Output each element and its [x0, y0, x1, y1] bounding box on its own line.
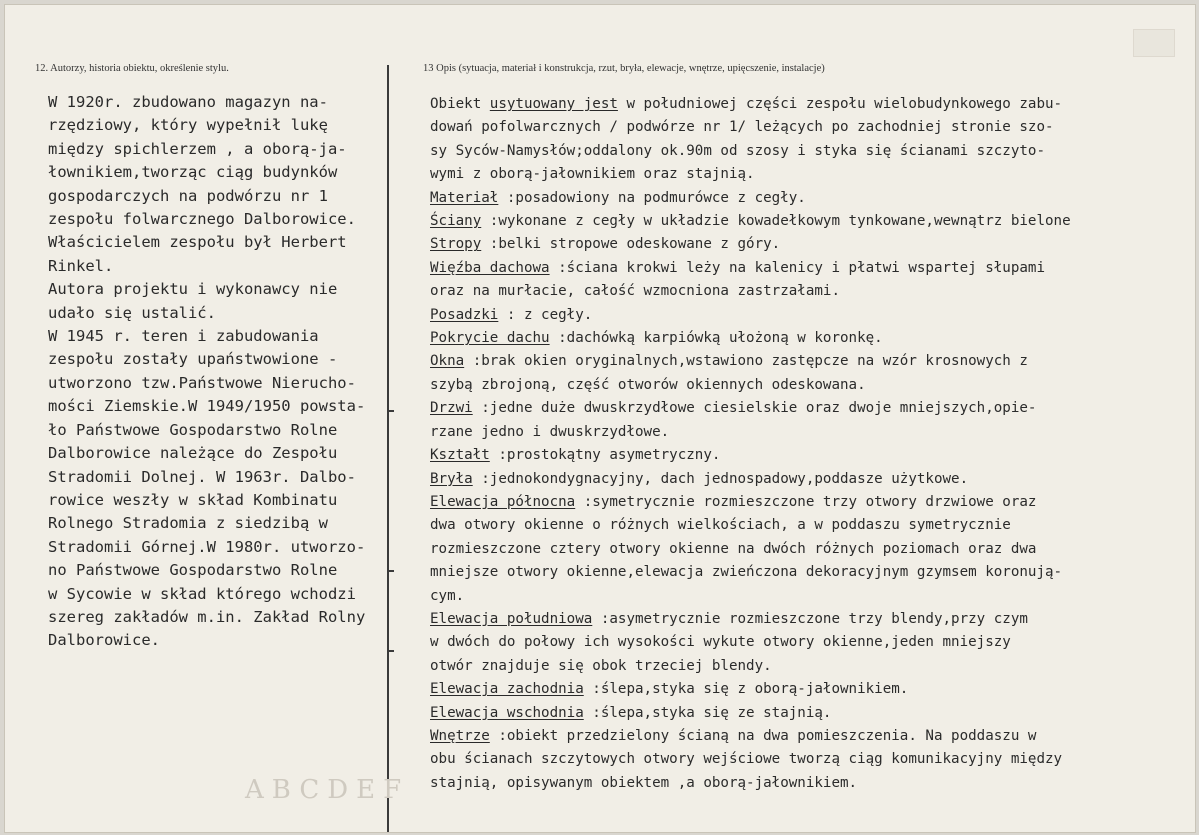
- description-entry: [430, 725, 1196, 795]
- entry-line: [430, 444, 1196, 467]
- entry-line: [430, 93, 1196, 116]
- entry-text: : z cegły.: [498, 306, 593, 323]
- entry-line: cym.: [430, 587, 465, 604]
- entry-label: Okna: [430, 353, 465, 370]
- history-line: ło Państwowe Gospodarstwo Rolne: [48, 420, 338, 439]
- description-entry: [430, 444, 1196, 467]
- section-12-header: 12. Autorzy, historia obiektu, określenie stylu.: [35, 63, 229, 74]
- entry-text: :brak okien oryginalnych,wstawiono zastępcze na wzór krosnowych z: [464, 353, 1028, 370]
- history-line: między spichlerzem , a oborą-ja-: [48, 139, 347, 158]
- entry-label: Elewacja południowa: [430, 610, 593, 627]
- history-line: Stradomii Dolnej. W 1963r. Dalbo-: [48, 467, 356, 486]
- divider-tick: [388, 570, 394, 572]
- description-entry: [430, 210, 1196, 233]
- history-line: W 1945 r. teren i zabudowania: [48, 327, 319, 346]
- entry-line: [430, 350, 1196, 373]
- entry-line: rozmieszczone cztery otwory okienne na dwóch różnych poziomach oraz dwa: [430, 540, 1037, 557]
- description-entry: [430, 678, 1196, 701]
- entry-label: usytuowany jest: [489, 96, 618, 112]
- entry-line: obu ścianach szczytowych otwory wejściowe tworzą ciąg komunikacyjny między: [430, 751, 1063, 768]
- description-entry: [430, 468, 1196, 491]
- description-entry: [430, 304, 1196, 327]
- description-entry: [430, 327, 1196, 350]
- history-line: szereg zakładów m.in. Zakład Rolny: [48, 607, 366, 626]
- entry-line: [430, 702, 1196, 725]
- entry-text: :jedne duże dwuskrzydłowe ciesielskie oraz dwoje mniejszych,opie-: [472, 400, 1037, 417]
- history-line: zespołu folwarcznego Dalborowice.: [48, 210, 356, 229]
- entry-text: :ściana krokwi leży na kalenicy i płatwi wspartej słupami: [549, 259, 1046, 276]
- description-entry: [430, 608, 1196, 678]
- history-line: utworzono tzw.Państwowe Nierucho-: [48, 373, 356, 392]
- divider-tick: [388, 650, 394, 652]
- description-entry: [430, 397, 1196, 444]
- history-line: Rinkel.: [48, 256, 114, 275]
- entry-line: [430, 210, 1196, 233]
- entry-text: :ślepa,styka się z oborą-jałownikiem.: [583, 681, 909, 698]
- description-entry: [430, 257, 1196, 304]
- history-line: Właścicielem zespołu był Herbert: [48, 233, 347, 252]
- history-line: Dalborowice.: [48, 631, 160, 650]
- entry-text: :symetrycznie rozmieszczone trzy otwory drzwiowe oraz: [575, 493, 1037, 510]
- entry-line: [430, 468, 1196, 491]
- history-line: Dalborowice należące do Zespołu: [48, 444, 338, 463]
- entry-label: Kształt: [430, 447, 490, 464]
- corner-stamp: [1133, 29, 1175, 57]
- entry-text: :belki stropowe odeskowane z góry.: [481, 236, 781, 253]
- history-line: no Państwowe Gospodarstwo Rolne: [48, 561, 338, 580]
- entry-line: [430, 397, 1196, 420]
- entry-text: :wykonane z cegły w układzie kowadełkowym tynkowane,wewnątrz bielone: [481, 213, 1071, 230]
- history-line: w Sycowie w skład którego wchodzi: [48, 584, 356, 603]
- history-line: Autora projektu i wykonawcy nie: [48, 280, 338, 299]
- history-text: [48, 91, 384, 653]
- column-divider: [387, 65, 389, 833]
- history-line: Stradomii Górnej.W 1980r. utworzo-: [48, 537, 366, 556]
- entry-line: sy Syców-Namysłów;oddalony ok.90m od szosy i styka się ścianami szczyto-: [430, 142, 1045, 159]
- entry-label: Elewacja zachodnia: [430, 681, 584, 698]
- history-line: udało się ustalić.: [48, 303, 216, 322]
- entry-text: :ślepa,styka się ze stajnią.: [583, 704, 832, 721]
- history-line: zespołu zostały upaństwowione -: [48, 350, 338, 369]
- entry-line: [430, 678, 1196, 701]
- entry-label: Posadzki: [430, 306, 499, 323]
- entry-line: [430, 608, 1196, 631]
- description-entry: [430, 93, 1196, 187]
- history-line: łownikiem,tworząc ciąg budynków: [48, 163, 338, 182]
- entry-line: stajnią, opisywanym obiektem ,a oborą-jałownikiem.: [430, 774, 858, 791]
- entry-label: Materiał: [430, 189, 499, 206]
- entry-line: szybą zbrojoną, część otworów okiennych odeskowana.: [430, 376, 866, 393]
- entry-label: Bryła: [430, 470, 473, 487]
- entry-label: Więźba dachowa: [430, 259, 550, 276]
- divider-tick: [388, 410, 394, 412]
- entry-line: [430, 327, 1196, 350]
- entry-text: w południowej części zespołu wielobudynkowego zabu-: [617, 96, 1063, 112]
- entry-prefix: Obiekt: [430, 96, 490, 112]
- entry-label: Stropy: [430, 236, 482, 253]
- entry-label: Pokrycie dachu: [430, 330, 550, 347]
- entry-text: :prostokątny asymetryczny.: [489, 447, 721, 464]
- description-entry: [430, 187, 1196, 210]
- entry-line: wymi z oborą-jałownikiem oraz stajnią.: [430, 166, 755, 183]
- entry-line: [430, 491, 1196, 514]
- entry-line: [430, 233, 1196, 256]
- entry-text: :posadowiony na podmurówce z cegły.: [498, 189, 806, 206]
- entry-line: [430, 187, 1196, 210]
- entry-label: Wnętrze: [430, 727, 490, 744]
- entry-label: Drzwi: [430, 400, 473, 417]
- entry-line: otwór znajduje się obok trzeciej blendy.: [430, 657, 772, 674]
- entry-line: [430, 725, 1196, 748]
- entry-text: :dachówką karpiówką ułożoną w koronkę.: [549, 330, 883, 347]
- entry-line: mniejsze otwory okienne,elewacja zwieńczona dekoracyjnym gzymsem koronują-: [430, 564, 1063, 581]
- entry-line: dwa otwory okienne o różnych wielkościach, a w poddaszu symetrycznie: [430, 517, 1011, 534]
- entry-line: oraz na murłacie, całość wzmocniona zastrzałami.: [430, 283, 840, 300]
- faded-watermark: ABCDEF: [245, 775, 410, 805]
- description-text: [430, 93, 1196, 795]
- document-sheet: [4, 4, 1196, 833]
- entry-label: Elewacja północna: [430, 493, 576, 510]
- entry-text: :obiekt przedzielony ścianą na dwa pomieszczenia. Na poddaszu w: [489, 727, 1037, 744]
- history-line: gospodarczych na podwórzu nr 1: [48, 186, 328, 205]
- entry-line: rzane jedno i dwuskrzydłowe.: [430, 423, 670, 440]
- description-entry: [430, 491, 1196, 608]
- entry-text: :asymetrycznie rozmieszczone trzy blendy,przy czym: [592, 610, 1028, 627]
- section-13-header: 13 Opis (sytuacja, materiał i konstrukcja, rzut, bryła, elewacje, wnętrze, upięcszenie, instalacje): [423, 63, 825, 74]
- entry-label: Elewacja wschodnia: [430, 704, 584, 721]
- entry-line: w dwóch do połowy ich wysokości wykute otwory okienne,jeden mniejszy: [430, 634, 1011, 651]
- history-line: W 1920r. zbudowano magazyn na-: [48, 93, 328, 111]
- history-line: rzędziowy, który wypełnił lukę: [48, 116, 328, 135]
- history-line: rowice weszły w skład Kombinatu: [48, 490, 338, 509]
- history-line: mości Ziemskie.W 1949/1950 powsta-: [48, 397, 366, 416]
- description-entry: [430, 702, 1196, 725]
- description-entry: [430, 233, 1196, 256]
- entry-text: :jednokondygnacyjny, dach jednospadowy,poddasze użytkowe.: [472, 470, 969, 487]
- entry-label: Ściany: [430, 213, 482, 230]
- entry-line: dowań pofolwarcznych / podwórze nr 1/ leżących po zachodniej stronie szo-: [430, 119, 1054, 136]
- entry-line: [430, 304, 1196, 327]
- entry-line: [430, 257, 1196, 280]
- history-line: Rolnego Stradomia z siedzibą w: [48, 514, 328, 533]
- description-entry: [430, 350, 1196, 397]
